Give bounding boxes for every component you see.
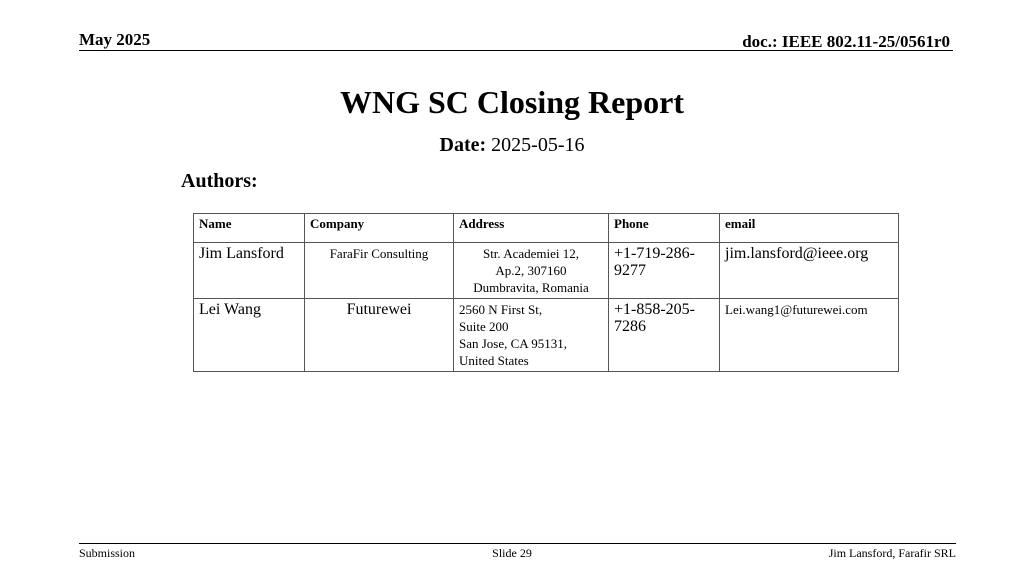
author-phone xyxy=(609,243,720,299)
footer-author: Jim Lansford, Farafir SRL xyxy=(828,546,956,560)
footer-slide-number: Slide 29 xyxy=(492,546,532,560)
footer-submission: Submission xyxy=(79,546,136,560)
column-header-company: Company xyxy=(305,214,454,243)
table-header-row xyxy=(194,214,899,243)
address-line: Suite 200 xyxy=(459,319,509,334)
author-address xyxy=(454,243,609,299)
author-company: FaraFir Consulting xyxy=(305,243,454,299)
phone-line: +1-858-205- xyxy=(614,301,696,318)
author-name: Lei Wang xyxy=(194,299,305,372)
address-line: 2560 N First St, xyxy=(459,302,543,317)
table-row xyxy=(194,243,899,299)
address-line: United States xyxy=(459,353,529,368)
slide-title: WNG SC Closing Report xyxy=(339,84,684,120)
date-line xyxy=(0,134,1024,157)
table-row xyxy=(194,299,899,372)
column-header-name: Name xyxy=(194,214,305,243)
column-header-phone: Phone xyxy=(609,214,720,243)
author-email: Lei.wang1@futurewei.com xyxy=(720,299,899,372)
phone-line: 7286 xyxy=(614,318,646,335)
author-address xyxy=(454,299,609,372)
column-header-email: email xyxy=(720,214,899,243)
phone-line: 9277 xyxy=(614,262,646,279)
author-name: Jim Lansford xyxy=(194,243,305,299)
phone-line: +1-719-286- xyxy=(614,245,696,262)
authors-table xyxy=(193,213,899,372)
header-date: May 2025 xyxy=(79,30,151,49)
address-line: Dumbravita, Romania xyxy=(473,280,589,295)
header-doc-id: doc.: IEEE 802.11-25/0561r0 xyxy=(742,32,950,51)
header-divider xyxy=(79,50,953,51)
date-value: 2025-05-16 xyxy=(491,134,585,156)
author-phone xyxy=(609,299,720,372)
author-company: Futurewei xyxy=(305,299,454,372)
column-header-address: Address xyxy=(454,214,609,243)
authors-heading: Authors: xyxy=(181,170,258,192)
footer-divider xyxy=(79,543,956,544)
author-email: jim.lansford@ieee.org xyxy=(720,243,899,299)
address-line: Str. Academiei 12, xyxy=(482,246,580,261)
address-line: San Jose, CA 95131, xyxy=(459,336,567,351)
address-line: Ap.2, 307160 xyxy=(495,263,567,278)
date-label: Date: xyxy=(439,134,487,156)
